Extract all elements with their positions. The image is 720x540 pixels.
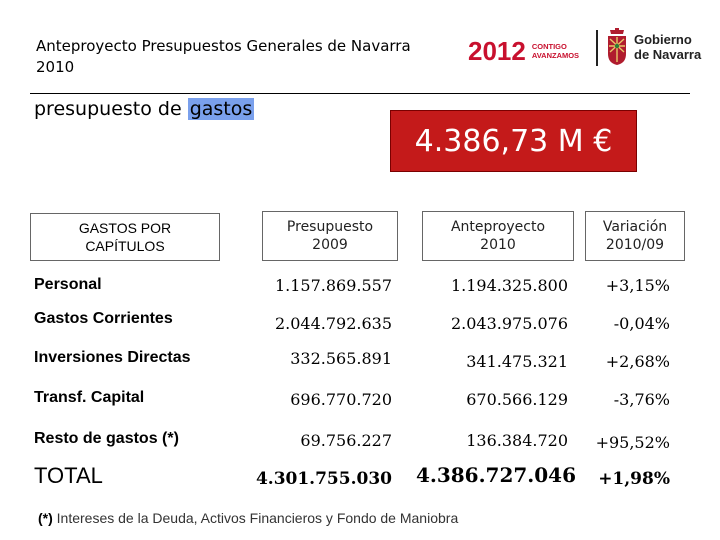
cell-gastos-corrientes-2010: 2.043.975.076	[450, 314, 568, 333]
cell-resto-gastos-var: +95,52%	[595, 433, 670, 452]
cell-gastos-corrientes-var: -0,04%	[613, 314, 670, 333]
title-line-1: Anteproyecto Presupuestos Generales de Navarra	[36, 37, 411, 55]
cell-personal-2009: 1.157.869.557	[274, 276, 392, 295]
header-variation-line-2: 2010/09	[605, 237, 665, 253]
cell-resto-gastos-2009: 69.756.227	[300, 431, 392, 450]
header-budget-2009-line-2: 2009	[312, 237, 348, 253]
header-draft-2010	[422, 211, 574, 261]
header-budget-2009	[262, 211, 398, 261]
row-label-resto-gastos: Resto de gastos (*)	[34, 430, 179, 447]
cell-total-var: +1,98%	[598, 469, 670, 489]
cell-personal-2010: 1.194.325.800	[450, 276, 568, 295]
header-chapters-line-1: GASTOS POR	[78, 220, 172, 236]
cell-total-2009: 4.301.755.030	[255, 469, 392, 489]
section-prefix: presupuesto de	[34, 98, 182, 120]
footnote	[38, 510, 458, 526]
header-chapters	[30, 213, 220, 261]
cell-gastos-corrientes-2009: 2.044.792.635	[274, 314, 392, 333]
footnote-text: Intereses de la Deuda, Activos Financieros y Fondo de Maniobra	[52, 510, 459, 526]
logo-2012	[468, 36, 579, 66]
logo-slogan-line-1: CONTIGO	[531, 42, 567, 51]
cell-total-2010: 4.386.727.046	[415, 463, 576, 487]
header-chapters-line-2: CAPÍTULOS	[85, 238, 165, 254]
row-label-inversiones-directas: Inversiones Directas	[34, 349, 191, 366]
header-budget-2009-line-1: Presupuesto	[286, 219, 374, 235]
section-highlight: gastos	[189, 98, 253, 120]
header-draft-2010-line-1: Anteproyecto	[450, 219, 546, 235]
section-heading	[34, 96, 254, 122]
gov-line-1: Gobierno	[634, 32, 692, 47]
total-label: TOTAL	[34, 463, 103, 488]
header-variation-line-1: Variación	[602, 219, 668, 235]
logo-slogan-line-2: AVANZAMOS	[531, 51, 580, 60]
header-rule	[30, 93, 690, 94]
footnote-marker: (*)	[38, 510, 53, 526]
logo-divider	[596, 30, 598, 66]
total-banner: 4.386,73 M €	[390, 110, 637, 172]
header-variation	[585, 211, 685, 261]
coat-of-arms-icon	[606, 28, 628, 66]
title-line-2: 2010	[36, 58, 75, 76]
cell-personal-var: +3,15%	[605, 276, 670, 295]
row-label-gastos-corrientes: Gastos Corrientes	[34, 310, 173, 327]
gobierno-navarra-logo	[606, 28, 701, 66]
cell-resto-gastos-2010: 136.384.720	[466, 431, 568, 450]
row-label-transf-capital: Transf. Capital	[34, 389, 145, 406]
cell-inversiones-directas-2009: 332.565.891	[290, 349, 392, 368]
cell-transf-capital-var: -3,76%	[613, 390, 670, 409]
row-label-personal: Personal	[34, 276, 102, 293]
gov-line-2: de Navarra	[634, 47, 702, 62]
cell-inversiones-directas-var: +2,68%	[605, 352, 670, 371]
cell-transf-capital-2009: 696.770.720	[290, 390, 392, 409]
logo-slogan	[532, 42, 579, 60]
cell-transf-capital-2010: 670.566.129	[466, 390, 568, 409]
gov-name	[634, 32, 701, 62]
header-draft-2010-line-2: 2010	[480, 237, 516, 253]
cell-inversiones-directas-2010: 341.475.321	[466, 352, 568, 371]
document-title	[36, 36, 456, 78]
logo-year: 2012	[468, 35, 526, 66]
